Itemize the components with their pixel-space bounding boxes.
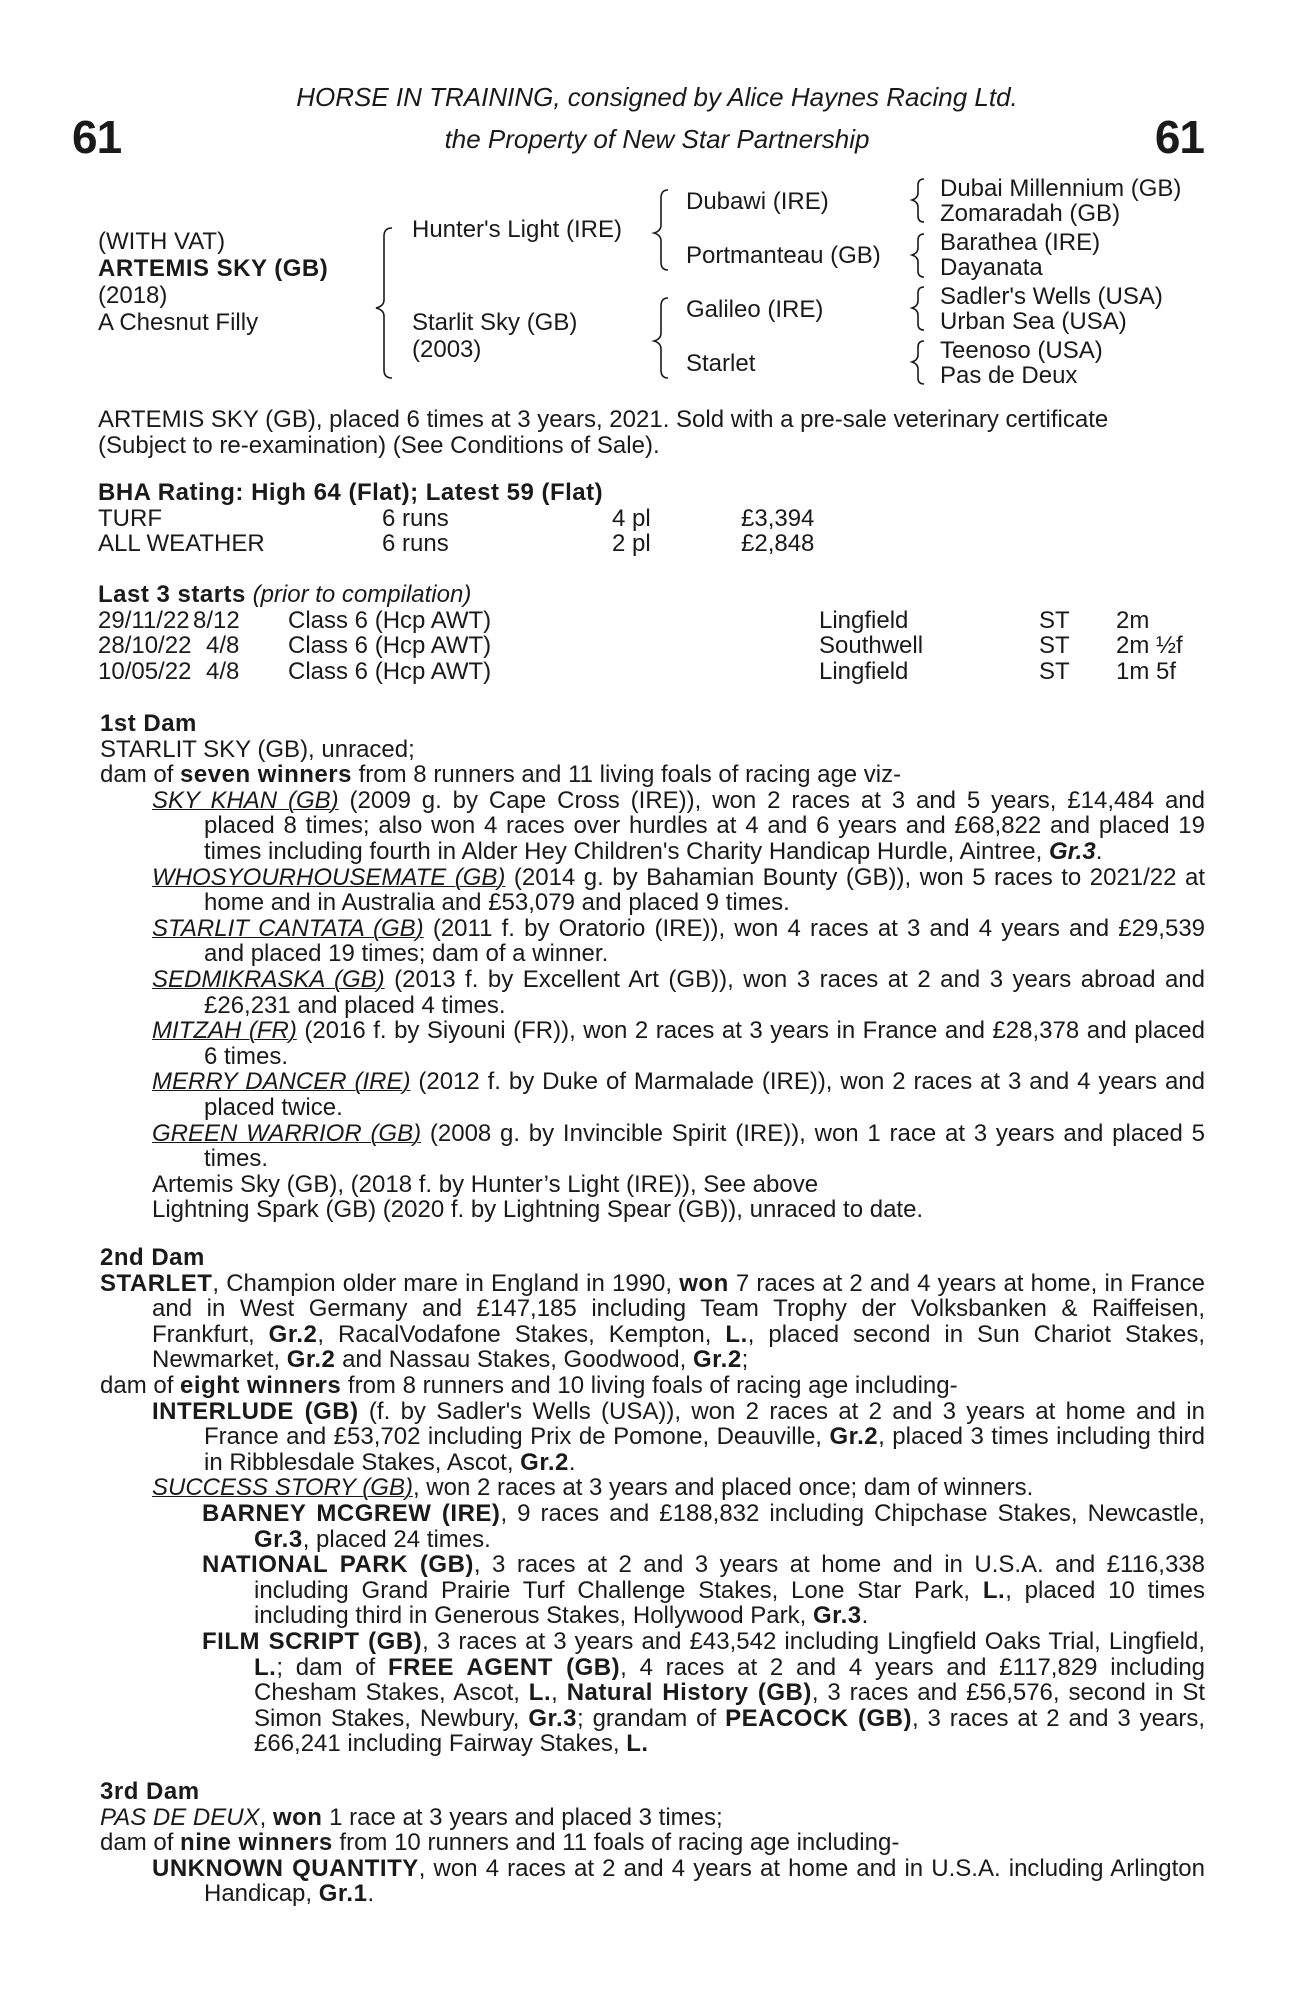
pedigree-sire-dam: Portmanteau (GB) bbox=[686, 242, 881, 269]
rating-heading: BHA Rating: High 64 (Flat); Latest 59 (Flat) bbox=[98, 479, 604, 506]
starts-section bbox=[98, 582, 1198, 684]
produce-entry: SUCCESS STORY (GB), won 2 races at 3 years and placed once; dam of winners. bbox=[152, 1474, 1034, 1502]
third-dam-heading: 3rd Dam bbox=[100, 1778, 200, 1805]
first-dam-intro: STARLIT SKY (GB), unraced; bbox=[100, 735, 415, 763]
summary bbox=[98, 407, 1108, 458]
produce-entry: MITZAH (FR) (2016 f. by Siyouni (FR)), won 2 races at 3 years in France and £28,378 and placed 6 times. bbox=[152, 1017, 1205, 1070]
pedigree-dam-sire: Galileo (IRE) bbox=[686, 296, 824, 323]
grand-produce-entry: NATIONAL PARK (GB), 3 races at 2 and 3 years at home and in U.S.A. and £116,338 including Grand Prairie Turf Challenge Stakes, Lone Star Park, L., placed 10 times including third in Generous Stakes, Hollywood Park, Gr.3. bbox=[202, 1551, 1206, 1630]
pedigree-g7: Teenoso (USA) bbox=[940, 337, 1103, 364]
start-position: 4/8 bbox=[206, 632, 240, 660]
second-dam-section bbox=[100, 1245, 1205, 1757]
subject-year: (2018) bbox=[98, 282, 168, 309]
header-property: the Property of New Star Partnership bbox=[444, 124, 870, 154]
start-distance: 1m 5f bbox=[1116, 657, 1177, 685]
rating-earnings: £2,848 bbox=[741, 530, 815, 558]
start-class: Class 6 (Hcp AWT) bbox=[288, 606, 492, 634]
rating-earnings: £3,394 bbox=[741, 504, 815, 532]
start-date: 10/05/22 bbox=[98, 657, 192, 685]
start-position: 4/8 bbox=[206, 657, 240, 685]
start-going: ST bbox=[1039, 606, 1070, 634]
third-dam-summary: dam of nine winners from 10 runners and 11 foals of racing age including- bbox=[100, 1829, 900, 1857]
rating-surface: TURF bbox=[98, 504, 162, 532]
pedigree-dam-dam: Starlet bbox=[686, 350, 756, 377]
second-dam-record: STARLET, Champion older mare in England in 1990, won 7 races at 2 and 4 years at home, in France and in West Germany and £147,185 including Team Trophy der Volksbanken & Raiffeisen, Frankfurt, Gr.2, RacalVodafone Stakes, Kempton, L., placed second in Sun Chariot Stakes, Newmarket, Gr.2 and Nassau Stakes, Goodwood, Gr.2; bbox=[100, 1269, 1206, 1374]
start-course: Lingfield bbox=[819, 657, 909, 685]
start-going: ST bbox=[1039, 657, 1070, 685]
header-consignor: HORSE IN TRAINING, consigned by Alice Haynes Racing Ltd. bbox=[296, 82, 1018, 112]
start-going: ST bbox=[1039, 632, 1070, 660]
starts-note: (prior to compilation) bbox=[252, 581, 472, 608]
first-dam-section bbox=[100, 711, 1205, 1223]
rating-row bbox=[98, 531, 1198, 557]
start-row bbox=[98, 659, 1198, 685]
start-row bbox=[98, 633, 1198, 659]
start-course: Lingfield bbox=[819, 606, 909, 634]
second-dam-heading: 2nd Dam bbox=[100, 1244, 205, 1271]
start-distance: 2m bbox=[1116, 606, 1150, 634]
pedigree-g6: Urban Sea (USA) bbox=[940, 308, 1127, 335]
lot-number-left: 61 bbox=[72, 111, 122, 163]
pedigree-sire: Hunter's Light (IRE) bbox=[412, 216, 622, 243]
rating-surface: ALL WEATHER bbox=[98, 530, 265, 558]
produce-entry: Artemis Sky (GB), (2018 f. by Hunter’s Light (IRE)), See above bbox=[152, 1170, 819, 1198]
rating-runs: 6 runs bbox=[382, 530, 449, 558]
produce-entry: Lightning Spark (GB) (2020 f. by Lightning Spear (GB)), unraced to date. bbox=[152, 1196, 924, 1224]
subject-vat: (WITH VAT) bbox=[98, 228, 226, 255]
produce-entry: MERRY DANCER (IRE) (2012 f. by Duke of Marmalade (IRE)), won 2 races at 3 and 4 years and placed twice. bbox=[152, 1068, 1205, 1121]
subject-name: ARTEMIS SKY (GB) bbox=[98, 255, 329, 282]
rating-section bbox=[98, 480, 1198, 557]
rating-placed: 4 pl bbox=[612, 504, 651, 532]
start-position: 8/12 bbox=[193, 606, 240, 634]
produce-entry: GREEN WARRIOR (GB) (2008 g. by Invincible Spirit (IRE)), won 1 race at 3 years and placed 5 times. bbox=[152, 1119, 1205, 1173]
start-class: Class 6 (Hcp AWT) bbox=[288, 657, 492, 685]
subject-description: A Chesnut Filly bbox=[98, 309, 259, 336]
starts-heading: Last 3 starts bbox=[98, 581, 246, 608]
produce-entry: SEDMIKRASKA (GB) (2013 f. by Excellent Art (GB)), won 3 races at 2 and 3 years abroad and £26,231 and placed 4 times. bbox=[152, 965, 1205, 1019]
third-dam-section bbox=[100, 1779, 1205, 1907]
first-dam-summary: dam of seven winners from 8 runners and 11 living foals of racing age viz- bbox=[100, 761, 902, 789]
pedigree-g5: Sadler's Wells (USA) bbox=[940, 283, 1163, 310]
produce-entry: INTERLUDE (GB) (f. by Sadler's Wells (USA)), won 2 races at 2 and 3 years at home and in France and £53,702 including Prix de Pomone, Deauville, Gr.2, placed 3 times including third in Ribblesdale Stakes, Ascot, Gr.2. bbox=[152, 1397, 1205, 1476]
third-dam-record: PAS DE DEUX, won 1 race at 3 years and placed 3 times; bbox=[100, 1803, 723, 1831]
produce-entry: UNKNOWN QUANTITY, won 4 races at 2 and 4 years at home and in U.S.A. including Arlington Handicap, Gr.1. bbox=[152, 1854, 1205, 1908]
produce-entry: STARLIT CANTATA (GB) (2011 f. by Oratorio (IRE)), won 4 races at 3 and 4 years and £29,539 and placed 19 times; dam of a winner. bbox=[152, 914, 1206, 968]
start-date: 29/11/22 bbox=[98, 606, 190, 634]
grand-produce-entry: BARNEY MCGREW (IRE), 9 races and £188,832 including Chipchase Stakes, Newcastle, Gr.3, placed 24 times. bbox=[202, 1499, 1205, 1553]
summary-line1: ARTEMIS SKY (GB), placed 6 times at 3 years, 2021. Sold with a pre-sale veterinary certificate bbox=[98, 406, 1109, 433]
rating-row bbox=[98, 506, 1198, 532]
rating-runs: 6 runs bbox=[382, 504, 449, 532]
pedigree-g4: Dayanata bbox=[940, 254, 1043, 281]
pedigree-g1: Dubai Millennium (GB) bbox=[940, 175, 1182, 202]
grand-produce-entry: FILM SCRIPT (GB), 3 races at 3 years and £43,542 including Lingfield Oaks Trial, Lingfield, L.; dam of FREE AGENT (GB), 4 races at 2 and 4 years and £117,829 including Chesham Stakes, Ascot, L., Natural History (GB), 3 races and £56,576, second in St Simon Stakes, Newbury, Gr.3; grandam of PEACOCK (GB), 3 races at 2 and 3 years, £66,241 including Fairway Stakes, L. bbox=[202, 1627, 1206, 1758]
start-distance: 2m ½f bbox=[1116, 632, 1183, 660]
produce-entry: SKY KHAN (GB) (2009 g. by Cape Cross (IRE)), won 2 races at 3 and 5 years, £14,484 and placed 8 times; also won 4 races over hurdles at 4 and 6 years and £68,822 and placed 19 times including fourth in Alder Hey Children's Charity Handicap Hurdle, Aintree, Gr.3. bbox=[152, 786, 1205, 865]
start-class: Class 6 (Hcp AWT) bbox=[288, 632, 492, 660]
pedigree-g3: Barathea (IRE) bbox=[940, 229, 1101, 256]
rating-placed: 2 pl bbox=[612, 530, 651, 558]
pedigree-g2: Zomaradah (GB) bbox=[940, 200, 1121, 227]
summary-line2: (Subject to re-examination) (See Conditions of Sale). bbox=[98, 431, 660, 459]
start-date: 28/10/22 bbox=[98, 632, 192, 660]
pedigree-dam: Starlit Sky (GB) bbox=[412, 309, 578, 336]
pedigree-sire-sire: Dubawi (IRE) bbox=[686, 188, 829, 215]
pedigree-g8: Pas de Deux bbox=[940, 362, 1078, 389]
produce-entry: WHOSYOURHOUSEMATE (GB) (2014 g. by Bahamian Bounty (GB)), won 5 races to 2021/22 at home and in Australia and £53,079 and placed 9 times. bbox=[152, 863, 1206, 917]
second-dam-summary: dam of eight winners from 8 runners and 10 living foals of racing age including- bbox=[100, 1371, 958, 1399]
start-course: Southwell bbox=[819, 632, 924, 660]
pedigree-dam-year: (2003) bbox=[412, 336, 482, 363]
lot-number-right: 61 bbox=[1154, 111, 1204, 163]
start-row bbox=[98, 608, 1198, 634]
first-dam-heading: 1st Dam bbox=[100, 710, 197, 737]
